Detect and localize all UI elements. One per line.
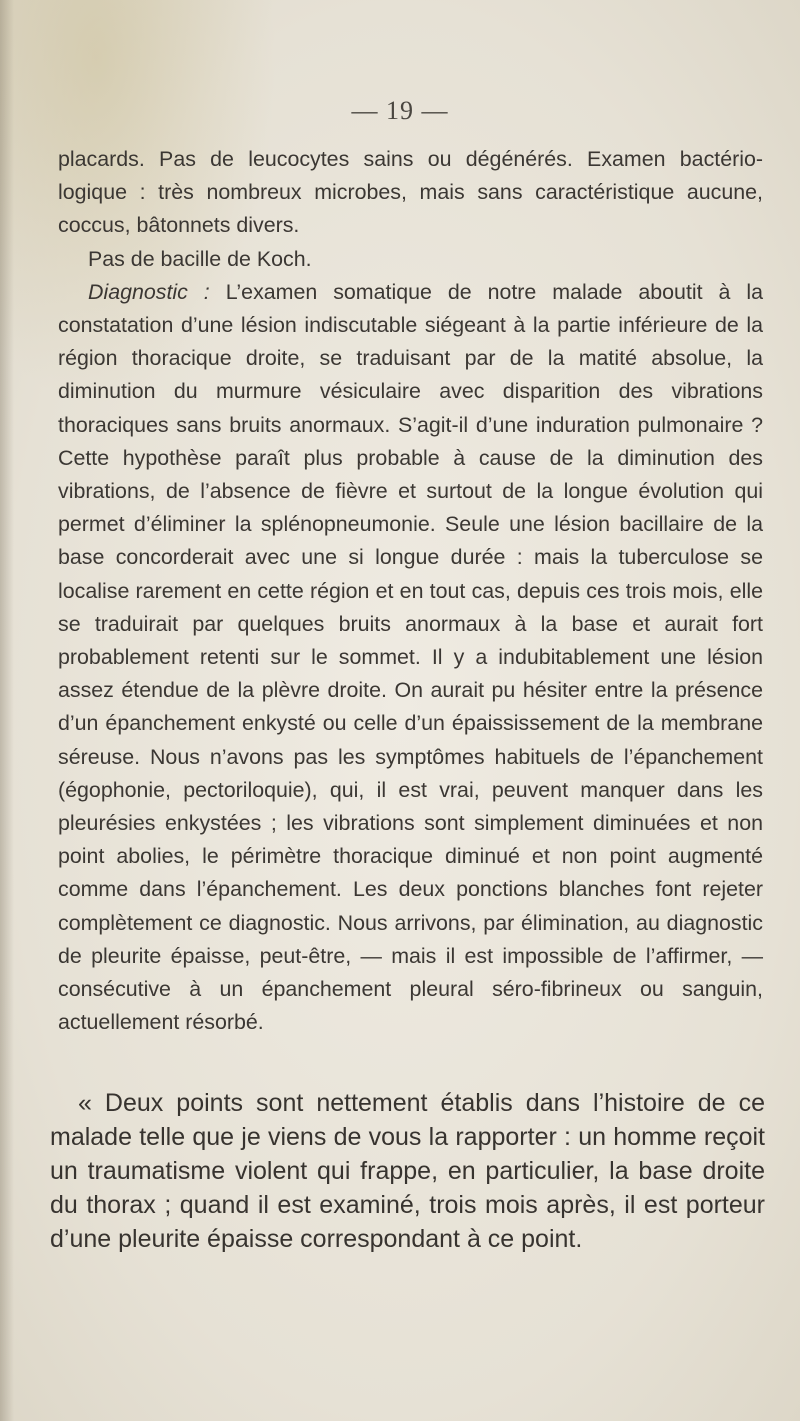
paragraph-examen: placards. Pas de leucocytes sains ou dégénérés. Examen bactério-logique : très nombreux microbes, mais sans caractéristique aucune, coccus, bâtonnets divers. [58,147,763,238]
quoted-passage [50,1086,765,1256]
quote-paragraph: « Deux points sont nettement établis dans l’histoire de ce malade telle que je viens de vous la rapporter : un homme reçoit un traumatisme violent qui frappe, en particulier, la base droite du thorax ; quand il est examiné, trois mois après, il est porteur d’une pleurite épaisse correspondant à ce point. [50,1089,765,1253]
main-text-block [58,143,763,1039]
paragraph-koch: Pas de bacille de Koch. [88,246,312,271]
page-number: — 19 — [351,96,449,125]
diagnostic-text: L’examen somatique de notre malade aboutit à la constatation d’une lésion indiscutable siégeant à la partie inférieure de la région thoracique droite, se traduisant par de la matité absolue, la diminution du murmure vésiculaire avec disparition des vibrations thoraciques sans bruits anormaux. S’agit-il d’une induration pulmonaire ? Cette hypothèse paraît plus probable à cause de la diminution des vibrations, de l’absence de fièvre et surtout de la longue évolution qui permet d’éliminer la splénopneumonie. Seule une lésion bacillaire de la base concorderait avec une si longue durée : mais la tuberculose se localise rarement en cette région et en tout cas, depuis ces trois mois, elle se traduirait par quelques bruits anormaux à la base et aurait fort probablement retenti sur le sommet. Il y a indubitablement une lésion assez étendue de la plèvre droite. On aurait pu hésiter entre la présence d’un épanchement enkysté ou celle d’un épaississement de la membrane séreuse. Nous n’avons pas les symptômes habituels de l’épanchement (égophonie, pectoriloquie), qui, il est vrai, peuvent manquer dans les pleurésies enkystées ; les vibrations sont simplement diminuées et non point abolies, le périmètre thoracique diminué et non point augmenté comme dans l’épanchement. Les deux ponctions blanches font rejeter complètement ce diagnostic. Nous arrivons, par élimination, au diagnostic de pleurite épaisse, peut-être, — mais il est impossible de l’affirmer, — consécutive à un épanchement pleural séro-fibrineux ou sanguin, actuellement résorbé. [58,279,764,1035]
diagnostic-label: Diagnostic : [88,279,210,304]
page-edge-shadow [0,0,14,1421]
paragraph-diagnostic [58,276,763,1040]
